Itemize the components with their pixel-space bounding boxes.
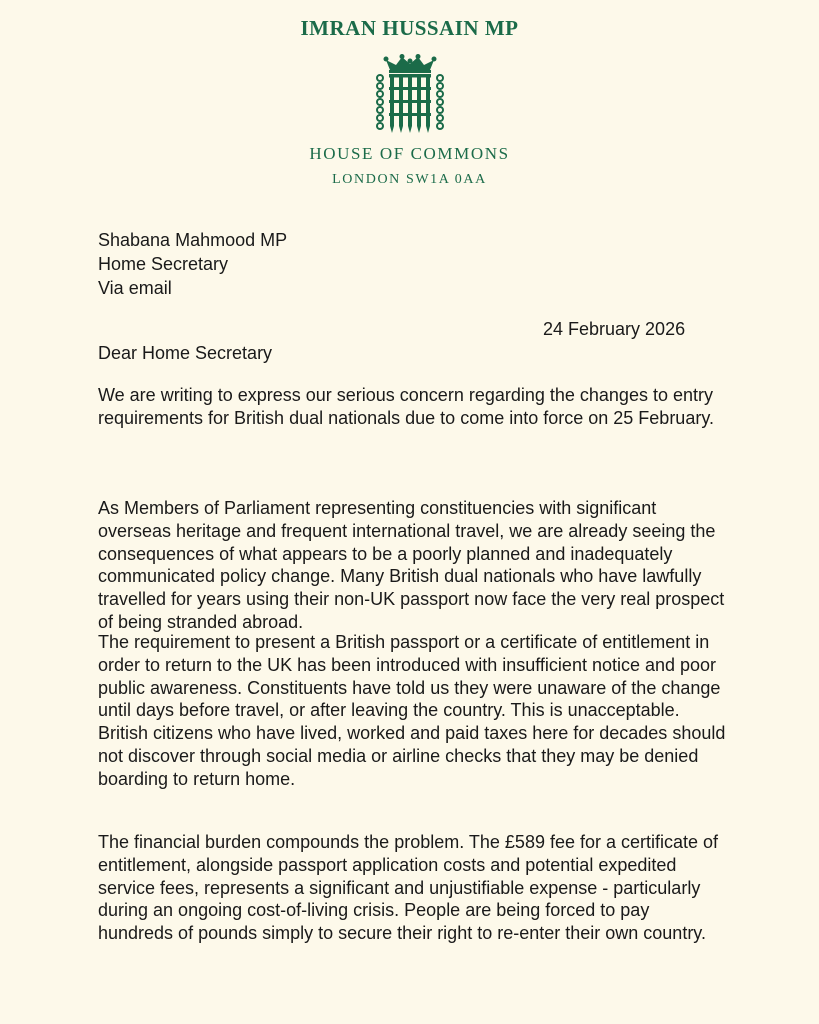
- recipient-via: Via email: [98, 278, 172, 298]
- letterhead-house: HOUSE OF COMMONS: [309, 144, 510, 163]
- body-paragraph: As Members of Parliament representing constituencies with significant overseas heritage and frequent international travel, we are already seeing the consequences of what appears to be a poorly planned and inadequately communicated policy change. Many British dual nationals who have lawfully travelled for years using their non-UK passport now face the very real prospect of being stranded abroad.: [98, 498, 725, 632]
- recipient-block: [98, 228, 287, 300]
- letterhead-mp-name: IMRAN HUSSAIN MP: [300, 16, 519, 40]
- portcullis-icon: [372, 54, 448, 134]
- recipient-title: Home Secretary: [98, 254, 229, 274]
- salutation: Dear Home Secretary: [98, 343, 273, 363]
- recipient-name: Shabana Mahmood MP: [98, 230, 288, 250]
- body-paragraph: The requirement to present a British passport or a certificate of entitlement in order to return to the UK has been introduced with insufficient notice and poor public awareness. Constituents have told us they were unaware of the change until days before travel, or after leaving the country. This is unacceptable. British citizens who have lived, worked and paid taxes here for decades should not discover through social media or airline checks that they may be denied boarding to return home.: [98, 632, 726, 789]
- body-paragraph: The financial burden compounds the problem. The £589 fee for a certificate of entitlement, alongside passport application costs and potential expedited service fees, represents a significant and unjustifiable expense - particularly during an ongoing cost-of-living crisis. People are being forced to pay hundreds of pounds simply to secure their right to re-enter their own country.: [98, 832, 719, 944]
- letter-date: 24 February 2026: [543, 319, 686, 339]
- letterhead-address: LONDON SW1A 0AA: [332, 172, 487, 187]
- body-paragraph: We are writing to express our serious concern regarding the changes to entry requirements for British dual nationals due to come into force on 25 February.: [98, 385, 714, 428]
